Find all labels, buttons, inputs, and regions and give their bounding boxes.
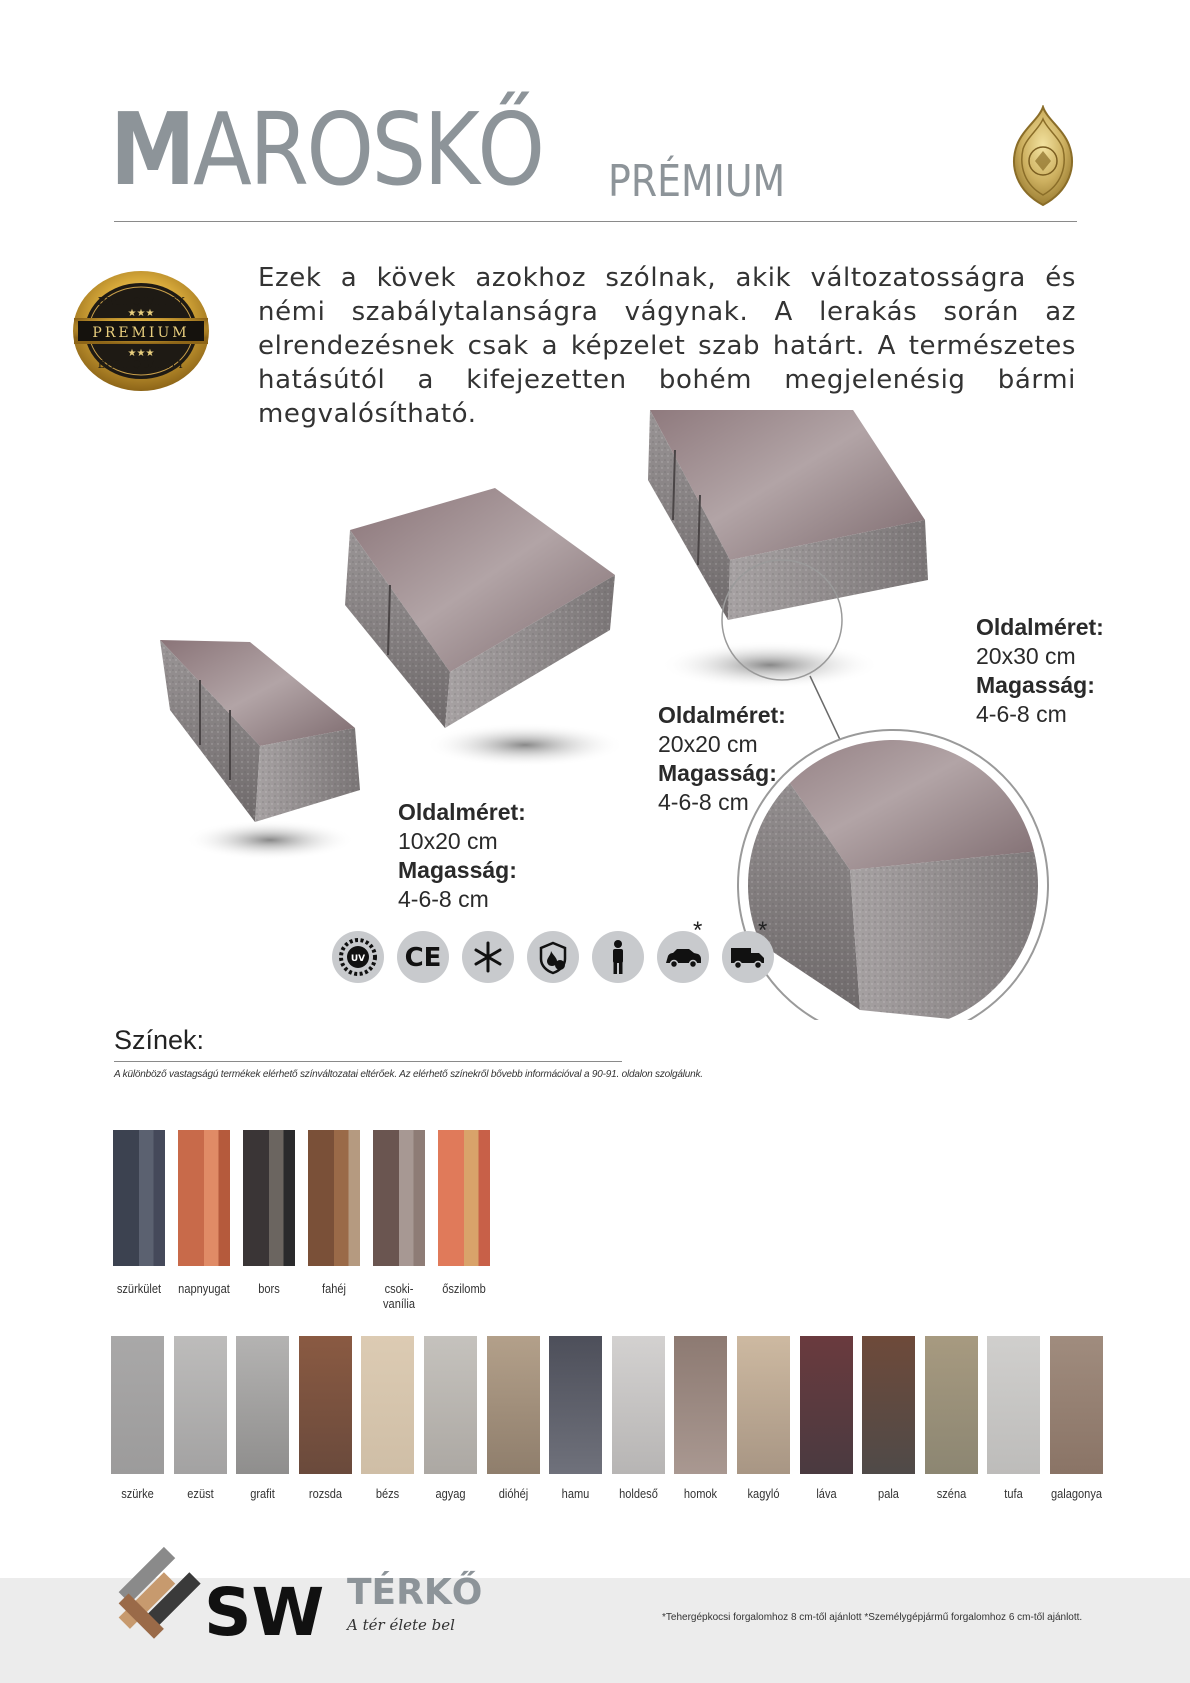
spec-size-label: Oldalméret: [658,702,786,728]
color-name: pala [878,1486,900,1501]
color-name: kagyló [747,1486,780,1501]
ce-icon [397,931,449,983]
color-swatch-label [355,1486,420,1501]
svg-text:BEST QUALITY: BEST QUALITY [97,358,185,371]
sw-terko-logo [112,1540,492,1660]
spec-height-value: 4-6-8 cm [976,701,1067,727]
spec-size-value: 20x30 cm [976,643,1076,669]
title-initial: M [110,91,194,208]
color-swatch [800,1336,853,1474]
stone-10x20 [160,640,360,822]
color-name: bors [258,1281,280,1296]
color-swatch-label [856,1486,921,1501]
svg-text:A tér élete bel: A tér élete bel [347,1616,455,1634]
color-name: agyag [435,1486,466,1501]
title-rest: AROSKŐ [193,91,543,208]
spec-20x30 [976,613,1104,729]
spec-20x20 [658,701,786,817]
color-swatch-label [668,1486,733,1501]
stone-20x20 [345,488,615,728]
intro-text: Ezek a kövek azokhoz szólnak, akik változatosságra és némi szabálytalanságra vágynak. A lerakás során az elrendezésnek csak a képzelet szab határt. A természetes hatásútól a kifejezetten bohém megjelenésig bármi megvalósítható. [258,263,1076,429]
color-swatch [113,1130,165,1266]
color-swatch-label [293,1486,358,1501]
color-name: galagonya [1051,1486,1102,1501]
color-name: rozsda [308,1486,342,1501]
color-name: szürkület [116,1281,162,1296]
footer-footnote: *Tehergépkocsi forgalomhoz 8 cm-től ajánlott *Személygépjármű forgalomhoz 6 cm-től ajánlott. [662,1612,1083,1623]
color-swatch [674,1336,727,1474]
color-name: szürke [121,1486,154,1501]
color-swatch [487,1336,540,1474]
spec-size-value: 10x20 cm [398,828,498,854]
color-swatch [987,1336,1040,1474]
svg-text:BEST QUALITY: BEST QUALITY [97,295,185,308]
color-name: dióhéj [498,1486,528,1501]
colors-divider [114,1061,622,1062]
spec-10x20 [398,798,526,914]
svg-text:★★★: ★★★ [127,348,155,359]
color-swatch [737,1336,790,1474]
color-swatch [178,1130,230,1266]
color-swatch-label [418,1486,483,1501]
truck-icon [722,917,774,983]
color-swatch-label [606,1486,671,1501]
footnote-star: * [758,917,768,944]
color-name: széna [936,1486,967,1501]
color-name: fahéj [322,1281,346,1296]
svg-text:★★★: ★★★ [127,308,155,319]
svg-text:UV: UV [350,954,366,964]
svg-text:SW: SW [204,1574,325,1651]
title-main [110,91,543,208]
spec-height-label: Magasság: [398,857,517,883]
color-swatch-label [731,1486,796,1501]
color-name: homok [684,1486,718,1501]
color-name: csoki- [384,1281,414,1296]
spec-size-value: 20x20 cm [658,731,758,757]
pedestrian-icon [592,931,644,983]
color-name: hamu [561,1486,590,1501]
color-name-line2: vanília [383,1296,415,1311]
color-swatch-label [793,1486,858,1501]
property-icons [332,917,792,985]
svg-text:PREMIUM: PREMIUM [92,325,190,341]
footnote-star: * [693,917,703,944]
color-swatch-label [367,1281,432,1311]
colors-note: A különböző vastagságú termékek elérhető színváltozatai eltérőek. Az elérhető színekről bővebb információval a 90-91. oldalon szolgálunk. [114,1069,703,1080]
color-swatch [174,1336,227,1474]
title-divider [114,221,1077,222]
color-swatch-label [167,1486,232,1501]
title-subtitle: PRÉMIUM [608,156,786,207]
uv-icon [332,931,384,983]
salt-resistance-icon [527,931,579,983]
color-swatch-label [302,1281,367,1296]
car-icon [657,917,709,983]
color-swatch [299,1336,352,1474]
color-swatch-label [432,1281,497,1296]
color-name: grafit [250,1486,275,1501]
color-swatch-label [543,1486,608,1501]
color-swatch [438,1130,490,1266]
color-name: bézs [376,1486,400,1501]
color-swatch [236,1336,289,1474]
color-swatch [361,1336,414,1474]
stone-20x30 [648,410,928,620]
premium-badge [70,265,212,393]
spec-height-label: Magasság: [976,672,1095,698]
color-swatch [925,1336,978,1474]
color-name: napnyugat [178,1281,230,1296]
color-name: ezüst [186,1486,214,1501]
color-name: holdeső [618,1486,658,1501]
color-swatch [612,1336,665,1474]
svg-text:TÉRKŐ: TÉRKŐ [347,1572,483,1613]
color-swatch-label [480,1486,545,1501]
color-swatch [549,1336,602,1474]
color-swatch-label [105,1486,170,1501]
color-swatch-label [237,1281,302,1296]
svg-text:CE: CE [404,943,442,973]
color-name: tufa [1004,1486,1024,1501]
color-swatch [373,1130,425,1266]
spec-height-value: 4-6-8 cm [398,886,489,912]
color-swatch-label [230,1486,295,1501]
color-swatch [1050,1336,1103,1474]
spec-size-label: Oldalméret: [398,799,526,825]
color-name: őszilomb [442,1281,486,1296]
color-swatch-label [919,1486,984,1501]
color-swatch-label [1044,1486,1109,1501]
quality-emblem-icon [1003,105,1083,209]
paving-stones-illustration [160,410,1100,1020]
color-swatch [111,1336,164,1474]
color-swatch-label [172,1281,237,1296]
color-swatch [308,1130,360,1266]
color-swatch [243,1130,295,1266]
color-swatch-label [981,1486,1046,1501]
color-swatch [862,1336,915,1474]
color-swatch [424,1336,477,1474]
spec-height-value: 4-6-8 cm [658,789,749,815]
page-title [110,91,786,208]
spec-size-label: Oldalméret: [976,614,1104,640]
spec-height-label: Magasság: [658,760,777,786]
color-swatch-label [107,1281,172,1296]
snowflake-icon [462,931,514,983]
color-name: láva [815,1486,837,1501]
colors-title: Színek: [114,1025,205,1055]
